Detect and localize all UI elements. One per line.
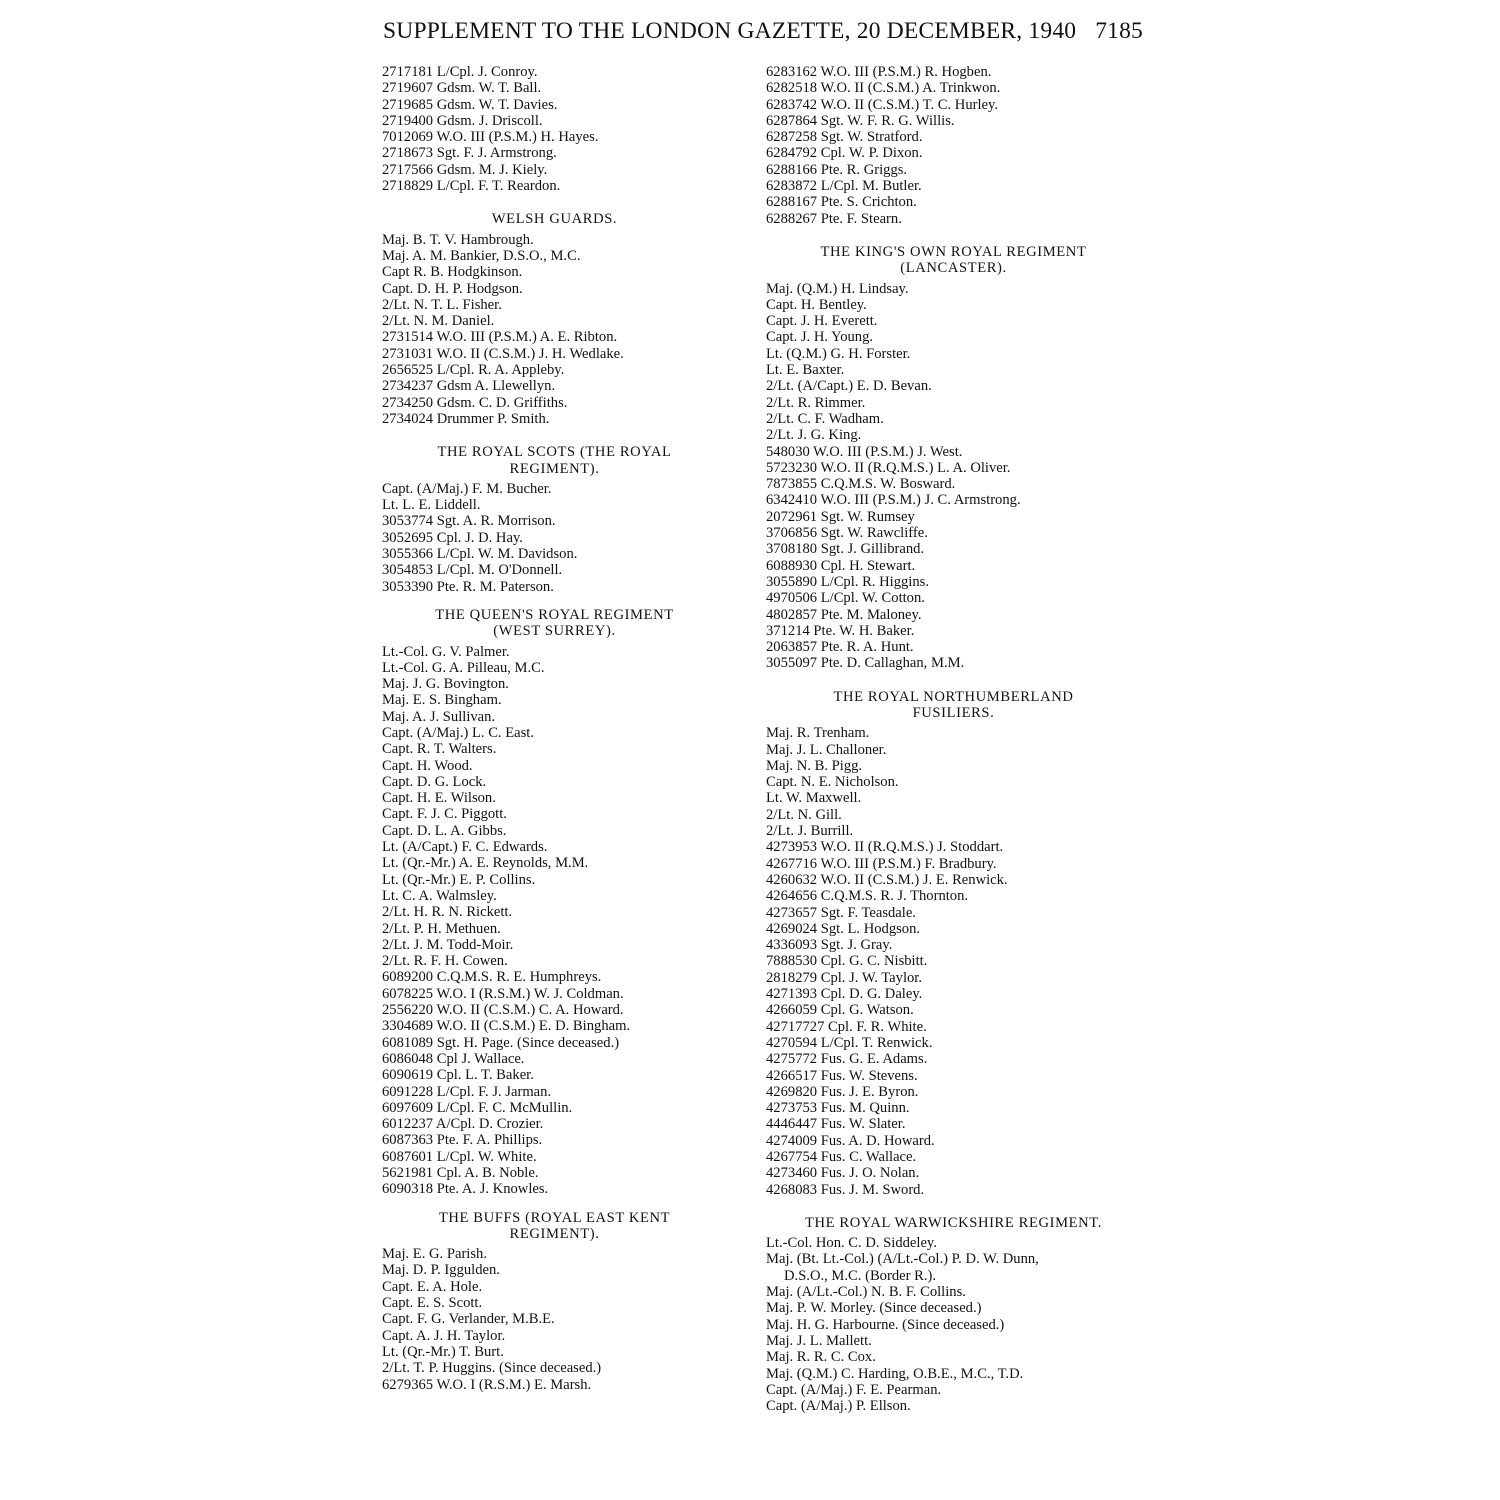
- list-item: 6089200 C.Q.M.S. R. E. Humphreys.: [382, 969, 602, 986]
- list-item: 4269820 Fus. J. E. Byron.: [766, 1083, 919, 1100]
- list-item: Maj. P. W. Morley. (Since deceased.): [766, 1300, 982, 1317]
- list-item: 6087363 Pte. F. A. Phillips.: [382, 1132, 543, 1149]
- section-title-queens-1: THE QUEEN'S ROYAL REGIMENT: [435, 606, 674, 623]
- list-item: 371214 Pte. W. H. Baker.: [766, 622, 915, 639]
- list-item: 3053774 Sgt. A. R. Morrison.: [382, 513, 556, 530]
- list-item: 3708180 Sgt. J. Gillibrand.: [766, 541, 925, 558]
- section-title-buffs-1: THE BUFFS (ROYAL EAST KENT: [438, 1209, 671, 1226]
- list-item: 2/Lt. J. M. Todd-Moir.: [382, 936, 514, 953]
- list-item: 2718673 Sgt. F. J. Armstrong.: [382, 145, 557, 162]
- list-item: 3055097 Pte. D. Callaghan, M.M.: [766, 655, 965, 672]
- list-item: 2731514 W.O. III (P.S.M.) A. E. Ribton.: [382, 329, 618, 346]
- list-item: Maj. (A/Lt.-Col.) N. B. F. Collins.: [766, 1284, 966, 1301]
- list-item: 3054853 L/Cpl. M. O'Donnell.: [382, 562, 563, 579]
- list-item: Capt. N. E. Nicholson.: [766, 774, 899, 791]
- list-item: 548030 W.O. III (P.S.M.) J. West.: [766, 443, 963, 460]
- list-item: 2/Lt. R. F. H. Cowen.: [382, 953, 508, 970]
- list-item: 42717727 Cpl. F. R. White.: [766, 1018, 927, 1035]
- list-item: 3055890 L/Cpl. R. Higgins.: [766, 573, 929, 590]
- section-title-royal-scots-1: THE ROYAL SCOTS (THE ROYAL: [437, 444, 672, 461]
- list-item: 2/Lt. N. T. L. Fisher.: [382, 296, 502, 313]
- list-item: Maj. N. B. Pigg.: [766, 757, 863, 774]
- list-item: Capt. D. L. A. Gibbs.: [382, 822, 507, 839]
- list-item: 2/Lt. N. M. Daniel.: [382, 313, 495, 330]
- list-item: 6090318 Pte. A. J. Knowles.: [382, 1181, 549, 1198]
- list-item: Maj. D. P. Iggulden.: [382, 1262, 500, 1279]
- list-item: 6012237 A/Cpl. D. Crozier.: [382, 1116, 544, 1133]
- list-item: 6288267 Pte. F. Stearn.: [766, 210, 902, 227]
- list-item: Lt. (Qr.-Mr.) E. P. Collins.: [382, 871, 536, 888]
- list-item: Capt. F. J. C. Piggott.: [382, 806, 507, 823]
- list-item: Maj. (Q.M.) C. Harding, O.B.E., M.C., T.D.: [766, 1365, 1024, 1382]
- entry-warwickshire-2a: Maj. (Bt. Lt.-Col.) (A/Lt.-Col.) P. D. W. Dunn,: [766, 1251, 1039, 1268]
- list-queens-royal: [382, 644, 727, 1198]
- list-item: Maj. R. R. C. Cox.: [766, 1349, 876, 1366]
- list-item: Maj. J. L. Challoner.: [766, 741, 887, 758]
- list-item: 2/Lt. C. F. Wadham.: [766, 410, 884, 427]
- list-item: 6078225 W.O. I (R.S.M.) W. J. Coldman.: [382, 985, 624, 1002]
- list-item: 2/Lt. J. Burrill.: [766, 823, 854, 840]
- list-item: 6287864 Sgt. W. F. R. G. Willis.: [766, 112, 955, 129]
- list-item: 7012069 W.O. III (P.S.M.) H. Hayes.: [382, 129, 599, 146]
- list-item: 4336093 Sgt. J. Gray.: [766, 937, 893, 954]
- section-title-kings-own-1: THE KING'S OWN ROYAL REGIMENT: [820, 243, 1087, 260]
- list-item: 7873855 C.Q.M.S. W. Bosward.: [766, 476, 956, 493]
- list-item: 6287258 Sgt. W. Stratford.: [766, 129, 923, 146]
- list-item: 4273460 Fus. J. O. Nolan.: [766, 1165, 920, 1182]
- section-title-royal-scots-2: REGIMENT).: [509, 460, 600, 477]
- list-item: Maj. J. L. Mallett.: [766, 1332, 872, 1349]
- list-item: 6088930 Cpl. H. Stewart.: [766, 557, 916, 574]
- list-item: 3706856 Sgt. W. Rawcliffe.: [766, 525, 928, 542]
- list-item: 6288167 Pte. S. Crichton.: [766, 194, 917, 211]
- list-item: Capt. (A/Maj.) F. M. Bucher.: [382, 480, 552, 497]
- list-item: Maj. B. T. V. Hambrough.: [382, 231, 534, 248]
- list-item: Lt. (Qr.-Mr.) A. E. Reynolds, M.M.: [382, 855, 589, 872]
- entry-warwickshire-1: Lt.-Col. Hon. C. D. Siddeley.: [766, 1235, 937, 1252]
- list-item: 4275772 Fus. G. E. Adams.: [766, 1051, 928, 1068]
- list-top-right: [766, 64, 1141, 227]
- section-title-northumberland-2: FUSILIERS.: [912, 704, 995, 721]
- list-item: Capt. E. A. Hole.: [382, 1278, 483, 1295]
- list-item: 6283742 W.O. II (C.S.M.) T. C. Hurley.: [766, 96, 999, 113]
- list-item: Lt. E. Baxter.: [766, 362, 845, 379]
- list-item: 2718829 L/Cpl. F. T. Reardon.: [382, 178, 561, 195]
- list-item: 6342410 W.O. III (P.S.M.) J. C. Armstrong.: [766, 492, 1021, 509]
- list-item: 2/Lt. N. Gill.: [766, 806, 842, 823]
- list-item: Lt. (A/Capt.) F. C. Edwards.: [382, 839, 548, 856]
- list-item: 4446447 Fus. W. Slater.: [766, 1116, 906, 1133]
- list-item: Maj. R. Trenham.: [766, 725, 870, 742]
- list-item: 6086048 Cpl J. Wallace.: [382, 1050, 525, 1067]
- list-item: 4271393 Cpl. D. G. Daley.: [766, 986, 923, 1003]
- list-item: 2717181 L/Cpl. J. Conroy.: [382, 64, 538, 80]
- list-item: Capt. (A/Maj.) P. Ellson.: [766, 1398, 911, 1415]
- list-item: 7888530 Cpl. G. C. Nisbitt.: [766, 953, 928, 970]
- list-item: 6087601 L/Cpl. W. White.: [382, 1148, 537, 1165]
- list-item: 2/Lt. (A/Capt.) E. D. Bevan.: [766, 378, 932, 395]
- list-item: 2/Lt. R. Rimmer.: [766, 394, 866, 411]
- list-item: 6097609 L/Cpl. F. C. McMullin.: [382, 1099, 573, 1116]
- list-item: Lt. W. Maxwell.: [766, 790, 862, 807]
- list-item: 4270594 L/Cpl. T. Renwick.: [766, 1034, 933, 1051]
- list-item: 2656525 L/Cpl. R. A. Appleby.: [382, 362, 565, 379]
- list-item: 4269024 Sgt. L. Hodgson.: [766, 920, 921, 937]
- left-column: [382, 64, 727, 1393]
- list-item: Capt. (A/Maj.) L. C. East.: [382, 724, 534, 741]
- section-title-welsh-guards: WELSH GUARDS.: [491, 211, 618, 228]
- right-column: [766, 64, 1141, 1414]
- list-item: 2/Lt. H. R. N. Rickett.: [382, 904, 513, 921]
- list-item: Maj. E. S. Bingham.: [382, 692, 502, 709]
- list-item: 2734250 Gdsm. C. D. Griffiths.: [382, 394, 568, 411]
- list-item: 4260632 W.O. II (C.S.M.) J. E. Renwick.: [766, 871, 1008, 888]
- list-item: 3055366 L/Cpl. W. M. Davidson.: [382, 546, 578, 563]
- list-item: 4267754 Fus. C. Wallace.: [766, 1149, 917, 1165]
- list-item: 5723230 W.O. II (R.Q.M.S.) L. A. Oliver.: [766, 459, 1011, 476]
- page-number: 7185: [1095, 18, 1143, 44]
- entry-warwickshire-2b: D.S.O., M.C. (Border R.).: [784, 1267, 937, 1284]
- list-item: 2717566 Gdsm. M. J. Kiely.: [382, 161, 548, 178]
- list-item: 2731031 W.O. II (C.S.M.) J. H. Wedlake.: [382, 345, 624, 362]
- list-item: Maj. (Q.M.) H. Lindsay.: [766, 280, 909, 297]
- list-buffs: [382, 1246, 727, 1393]
- list-item: 2556220 W.O. II (C.S.M.) C. A. Howard.: [382, 1002, 624, 1019]
- list-item: 4274009 Fus. A. D. Howard.: [766, 1132, 935, 1149]
- list-item: 6279365 W.O. I (R.S.M.) E. Marsh.: [382, 1376, 592, 1393]
- list-item: Capt. J. H. Young.: [766, 329, 874, 346]
- list-item: 3304689 W.O. II (C.S.M.) E. D. Bingham.: [382, 1018, 631, 1035]
- list-item: 4266059 Cpl. G. Watson.: [766, 1002, 914, 1019]
- list-item: 6283872 L/Cpl. M. Butler.: [766, 178, 922, 195]
- list-item: 6090619 Cpl. L. T. Baker.: [382, 1067, 534, 1084]
- list-item: 2072961 Sgt. W. Rumsey: [766, 508, 915, 525]
- list-item: Maj. A. M. Bankier, D.S.O., M.C.: [382, 247, 581, 264]
- list-item: 4267716 W.O. III (P.S.M.) F. Bradbury.: [766, 855, 997, 872]
- list-item: 4273953 W.O. II (R.Q.M.S.) J. Stoddart.: [766, 839, 1004, 856]
- list-item: 4264656 C.Q.M.S. R. J. Thornton.: [766, 888, 969, 905]
- list-item: Capt. D. G. Lock.: [382, 773, 487, 790]
- list-item: 2734237 Gdsm A. Llewellyn.: [382, 378, 556, 395]
- list-item: 2818279 Cpl. J. W. Taylor.: [766, 969, 923, 986]
- list-item: 3052695 Cpl. J. D. Hay.: [382, 529, 523, 546]
- list-item: 6282518 W.O. II (C.S.M.) A. Trinkwon.: [766, 80, 1001, 97]
- section-title-kings-own-2: (LANCASTER).: [900, 260, 1007, 277]
- list-item: Capt. A. J. H. Taylor.: [382, 1327, 506, 1344]
- list-item: 2063857 Pte. R. A. Hunt.: [766, 639, 914, 656]
- list-item: Capt. H. Bentley.: [766, 296, 867, 313]
- list-item: Maj. E. G. Parish.: [382, 1246, 487, 1263]
- list-item: 6284792 Cpl. W. P. Dixon.: [766, 145, 923, 162]
- list-item: Lt.-Col. G. A. Pilleau, M.C.: [382, 659, 545, 676]
- list-item: Lt. (Q.M.) G. H. Forster.: [766, 345, 911, 362]
- list-item: 2719400 Gdsm. J. Driscoll.: [382, 112, 543, 129]
- list-item: Capt. (A/Maj.) F. E. Pearman.: [766, 1381, 942, 1398]
- list-item: 3053390 Pte. R. M. Paterson.: [382, 578, 554, 595]
- list-item: 6283162 W.O. III (P.S.M.) R. Hogben.: [766, 64, 992, 80]
- list-item: 6288166 Pte. R. Griggs.: [766, 161, 908, 178]
- list-item: 5621981 Cpl. A. B. Noble.: [382, 1165, 539, 1181]
- list-item: Lt. (Qr.-Mr.) T. Burt.: [382, 1343, 504, 1360]
- list-item: Capt R. B. Hodgkinson.: [382, 264, 523, 281]
- list-item: Maj. J. G. Bovington.: [382, 676, 509, 693]
- list-item: 2719607 Gdsm. W. T. Ball.: [382, 80, 542, 97]
- list-item: 2/Lt. P. H. Methuen.: [382, 920, 501, 937]
- list-item: 4802857 Pte. M. Maloney.: [766, 606, 922, 623]
- list-item: Lt. C. A. Walmsley.: [382, 887, 497, 904]
- list-item: Capt. E. S. Scott.: [382, 1295, 483, 1312]
- section-title-queens-2: (WEST SURREY).: [493, 623, 616, 640]
- list-warwickshire: [766, 1284, 1141, 1414]
- list-item: Capt. H. Wood.: [382, 757, 473, 774]
- list-item: Capt. H. E. Wilson.: [382, 790, 496, 807]
- list-item: 4970506 L/Cpl. W. Cotton.: [766, 590, 925, 607]
- section-title-buffs-2: REGIMENT).: [509, 1225, 600, 1242]
- page-header: [383, 18, 1143, 50]
- list-kings-own: [766, 281, 1141, 672]
- list-item: 2719685 Gdsm. W. T. Davies.: [382, 96, 558, 113]
- list-item: 2/Lt. J. G. King.: [766, 427, 862, 444]
- list-item: Maj. A. J. Sullivan.: [382, 708, 496, 725]
- list-northumberland: [766, 725, 1141, 1198]
- list-item: Capt. D. H. P. Hodgson.: [382, 280, 523, 297]
- list-item: 4273657 Sgt. F. Teasdale.: [766, 904, 916, 921]
- list-royal-scots: [382, 481, 727, 595]
- list-item: 6091228 L/Cpl. F. J. Jarman.: [382, 1083, 552, 1100]
- list-item: 4266517 Fus. W. Stevens.: [766, 1067, 918, 1084]
- list-item: Lt.-Col. G. V. Palmer.: [382, 643, 510, 660]
- list-item: Capt. F. G. Verlander, M.B.E.: [382, 1311, 555, 1328]
- list-top-left: [382, 64, 727, 194]
- list-item: Lt. L. E. Liddell.: [382, 497, 481, 514]
- list-welsh-guards: [382, 232, 727, 428]
- gazette-title: SUPPLEMENT TO THE LONDON GAZETTE, 20 DECEMBER, 1940: [383, 18, 1077, 44]
- list-item: 2/Lt. T. P. Huggins. (Since deceased.): [382, 1360, 602, 1377]
- list-item: Capt. J. H. Everett.: [766, 313, 878, 330]
- list-item: Capt. R. T. Walters.: [382, 741, 497, 758]
- list-item: 4273753 Fus. M. Quinn.: [766, 1100, 910, 1117]
- section-title-warwickshire: THE ROYAL WARWICKSHIRE REGIMENT.: [804, 1214, 1102, 1231]
- list-item: 2734024 Drummer P. Smith.: [382, 410, 550, 427]
- list-item: 4268083 Fus. J. M. Sword.: [766, 1181, 925, 1198]
- list-item: Maj. H. G. Harbourne. (Since deceased.): [766, 1316, 1005, 1333]
- list-item: 6081089 Sgt. H. Page. (Since deceased.): [382, 1034, 620, 1051]
- section-title-northumberland-1: THE ROYAL NORTHUMBERLAND: [833, 688, 1074, 705]
